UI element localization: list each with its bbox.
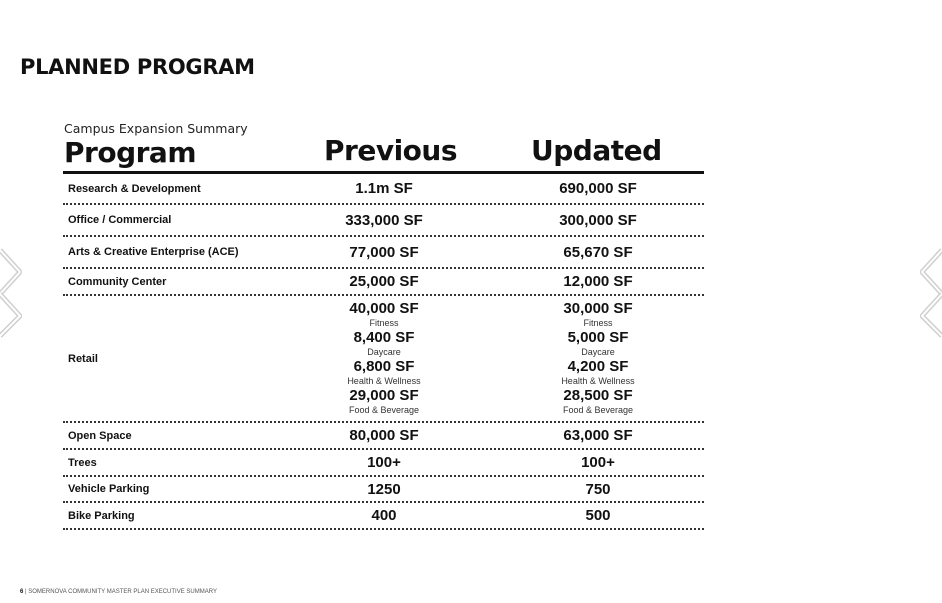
- header-program: Program: [64, 136, 196, 169]
- previous-value: 80,000 SF: [349, 427, 419, 444]
- footer-separator: |: [25, 589, 27, 595]
- program-table: [63, 174, 704, 530]
- table-row: [63, 269, 704, 296]
- row-label: Vehicle Parking: [68, 483, 150, 495]
- updated-value: 65,670 SF: [563, 243, 633, 261]
- table-caption: Campus Expansion Summary: [64, 121, 248, 136]
- chevron-left-icon[interactable]: [0, 248, 22, 338]
- page-number: 6: [20, 589, 24, 595]
- row-label: Arts & Creative Enterprise (ACE): [68, 246, 239, 258]
- retail-value: 5,000 SF: [567, 328, 629, 346]
- retail-caption: Daycare: [367, 346, 401, 357]
- row-label: Office / Commercial: [68, 214, 172, 226]
- retail-value: 4,200 SF: [567, 357, 629, 375]
- table-row: [63, 450, 704, 477]
- row-label: Bike Parking: [68, 509, 135, 522]
- page-title: PLANNED PROGRAM: [20, 55, 255, 79]
- retail-value: 28,500 SF: [563, 386, 633, 404]
- previous-value: 333,000 SF: [345, 211, 423, 229]
- table-row-retail: [63, 296, 704, 423]
- retail-value: 8,400 SF: [353, 328, 415, 346]
- previous-retail-breakdown: [294, 296, 474, 421]
- retail-value: 30,000 SF: [563, 299, 633, 317]
- header-updated: Updated: [531, 134, 662, 167]
- table-row: [63, 237, 704, 269]
- retail-caption: Food & Beverage: [562, 404, 634, 415]
- previous-value: 25,000 SF: [349, 273, 419, 290]
- row-label: Community Center: [68, 275, 167, 288]
- updated-value: 12,000 SF: [563, 273, 633, 290]
- retail-value: 29,000 SF: [349, 386, 419, 404]
- updated-value: 63,000 SF: [563, 427, 633, 444]
- row-label: Research & Development: [68, 182, 201, 195]
- updated-value: 100+: [581, 454, 615, 471]
- footer: [20, 589, 217, 595]
- chevron-right-icon[interactable]: [920, 248, 942, 338]
- retail-caption: Health & Wellness: [347, 375, 421, 386]
- table-row: [63, 477, 704, 503]
- retail-value: 40,000 SF: [349, 299, 419, 317]
- previous-value: 400: [371, 507, 397, 524]
- previous-value: 100+: [367, 454, 401, 471]
- row-label: Retail: [68, 352, 98, 365]
- retail-caption: Fitness: [369, 317, 399, 328]
- updated-value: 300,000 SF: [559, 211, 637, 229]
- retail-value: 6,800 SF: [353, 357, 415, 375]
- header-previous: Previous: [324, 134, 458, 167]
- retail-caption: Health & Wellness: [561, 375, 635, 386]
- previous-value: 77,000 SF: [349, 243, 419, 261]
- retail-caption: Food & Beverage: [348, 404, 420, 415]
- footer-text: SOMERNOVA COMMUNITY MASTER PLAN EXECUTIVE SUMMARY: [28, 589, 217, 595]
- row-label: Open Space: [68, 429, 132, 442]
- updated-retail-breakdown: [508, 296, 688, 421]
- table-row: [63, 423, 704, 450]
- table-row: [63, 503, 704, 530]
- retail-caption: Daycare: [581, 346, 615, 357]
- table-row: [63, 174, 704, 205]
- table-row: [63, 205, 704, 237]
- updated-value: 690,000 SF: [559, 180, 637, 197]
- retail-caption: Fitness: [583, 317, 613, 328]
- updated-value: 750: [585, 480, 611, 498]
- previous-value: 1250: [367, 480, 401, 498]
- row-label: Trees: [68, 456, 97, 469]
- previous-value: 1.1m SF: [355, 180, 413, 197]
- updated-value: 500: [585, 507, 611, 524]
